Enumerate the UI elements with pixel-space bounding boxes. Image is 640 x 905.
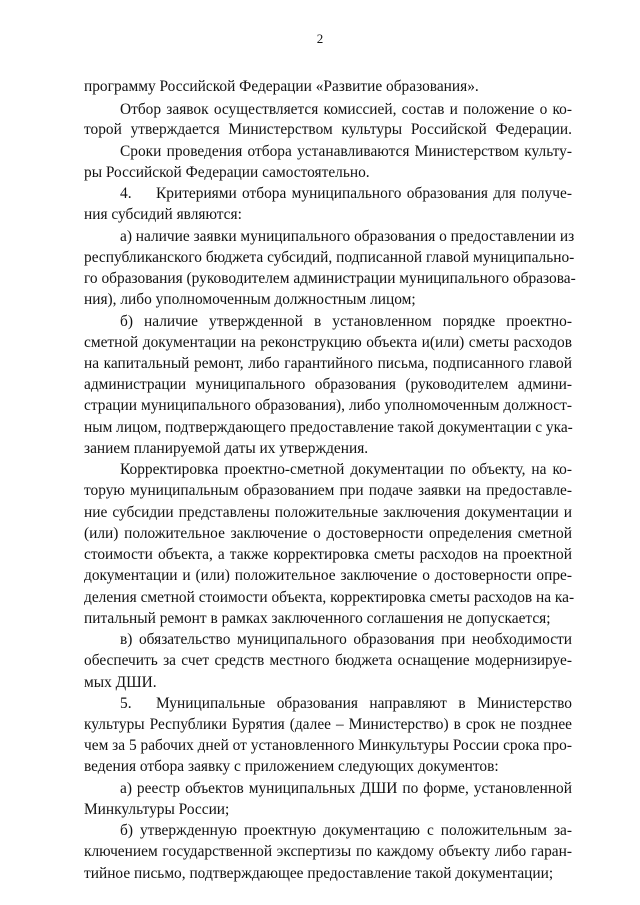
text-line: деления сметной стоимости объекта, корректировка сметы расходов на ка- <box>84 589 575 606</box>
text-line: документации и (или) положительное заключение о достоверности опре- <box>84 567 572 584</box>
paragraph-number: 4. <box>120 185 132 202</box>
text-line: ры Российской Федерации самостоятельно. <box>84 164 370 181</box>
text-line: а) реестр объектов муниципальных ДШИ по форме, установленной <box>120 780 572 797</box>
paragraph-number: 5. <box>120 695 132 712</box>
text-line: на капитальный ремонт, либо гарантийного письма, подписанного главой <box>84 355 572 372</box>
text-line: чем за 5 рабочих дней от установленного Минкультуры России срока про- <box>84 737 572 754</box>
text-line: Минкультуры России; <box>84 801 230 818</box>
text-line: Отбор заявок осуществляется комиссией, состав и положение о ко- <box>120 101 572 118</box>
text-line: б) наличие утвержденной в установленном порядке проектно- <box>120 313 572 330</box>
text-line: программу Российской Федерации «Развитие образования». <box>84 78 479 95</box>
text-line: Корректировка проектно-сметной документации по объекту, на ко- <box>120 461 572 478</box>
text-line: ния), либо уполномоченным должностным лицом; <box>84 291 416 308</box>
text-line: администрации муниципального образования (руководителем админи- <box>84 376 572 393</box>
text-line: сметной документации на реконструкцию объекта и(или) сметы расходов <box>84 334 572 351</box>
text-line: ние субсидии представлены положительные заключения документации и <box>84 504 572 521</box>
text-line: Муниципальные образования направляют в Министерство <box>156 695 572 712</box>
text-line: б) утвержденную проектную документацию с положительным за- <box>120 822 572 839</box>
text-line: торую муниципальным образованием при подаче заявки на предоставле- <box>84 482 572 499</box>
text-line: республиканского бюджета субсидий, подписанной главой муниципально- <box>84 249 575 266</box>
text-line: обеспечить за счет средств местного бюджета оснащение модернизируе- <box>84 652 572 669</box>
text-line: ным лицом, подтверждающего предоставление такой документации с ука- <box>84 419 573 436</box>
text-line: питальный ремонт в рамках заключенного соглашения не допускается; <box>84 610 551 627</box>
text-line: ключением государственной экспертизы по каждому объекту либо гаран- <box>84 843 572 860</box>
text-line: Критериями отбора муниципального образования для получе- <box>156 185 572 202</box>
text-line: страции муниципального образования), либо уполномоченным должност- <box>84 397 572 414</box>
text-line: а) наличие заявки муниципального образования о предоставлении из <box>120 228 575 245</box>
text-line: в) обязательство муниципального образования при необходимости <box>120 631 572 648</box>
text-line: ведения отбора заявку с приложением следующих документов: <box>84 758 499 775</box>
text-line: Сроки проведения отбора устанавливаются Министерством культу- <box>120 143 572 160</box>
page-number: 2 <box>316 31 324 46</box>
text-line: тийное письмо, подтверждающее предоставление такой документации; <box>84 865 554 882</box>
text-line: торой утверждается Министерством культуры Российской Федерации. <box>84 121 572 138</box>
text-line: го образования (руководителем администрации муниципального образова- <box>84 270 576 287</box>
text-line: культуры Республики Бурятия (далее – Министерство) в срок не позднее <box>84 716 572 733</box>
text-line: мых ДШИ. <box>84 674 157 691</box>
text-line: занием планируемой даты их утверждения. <box>84 440 369 457</box>
text-line: (или) положительное заключение о достоверности определения сметной <box>84 525 572 542</box>
text-line: ния субсидий являются: <box>84 206 242 223</box>
text-line: стоимости объекта, а также корректировка сметы расходов на проектной <box>84 546 572 563</box>
